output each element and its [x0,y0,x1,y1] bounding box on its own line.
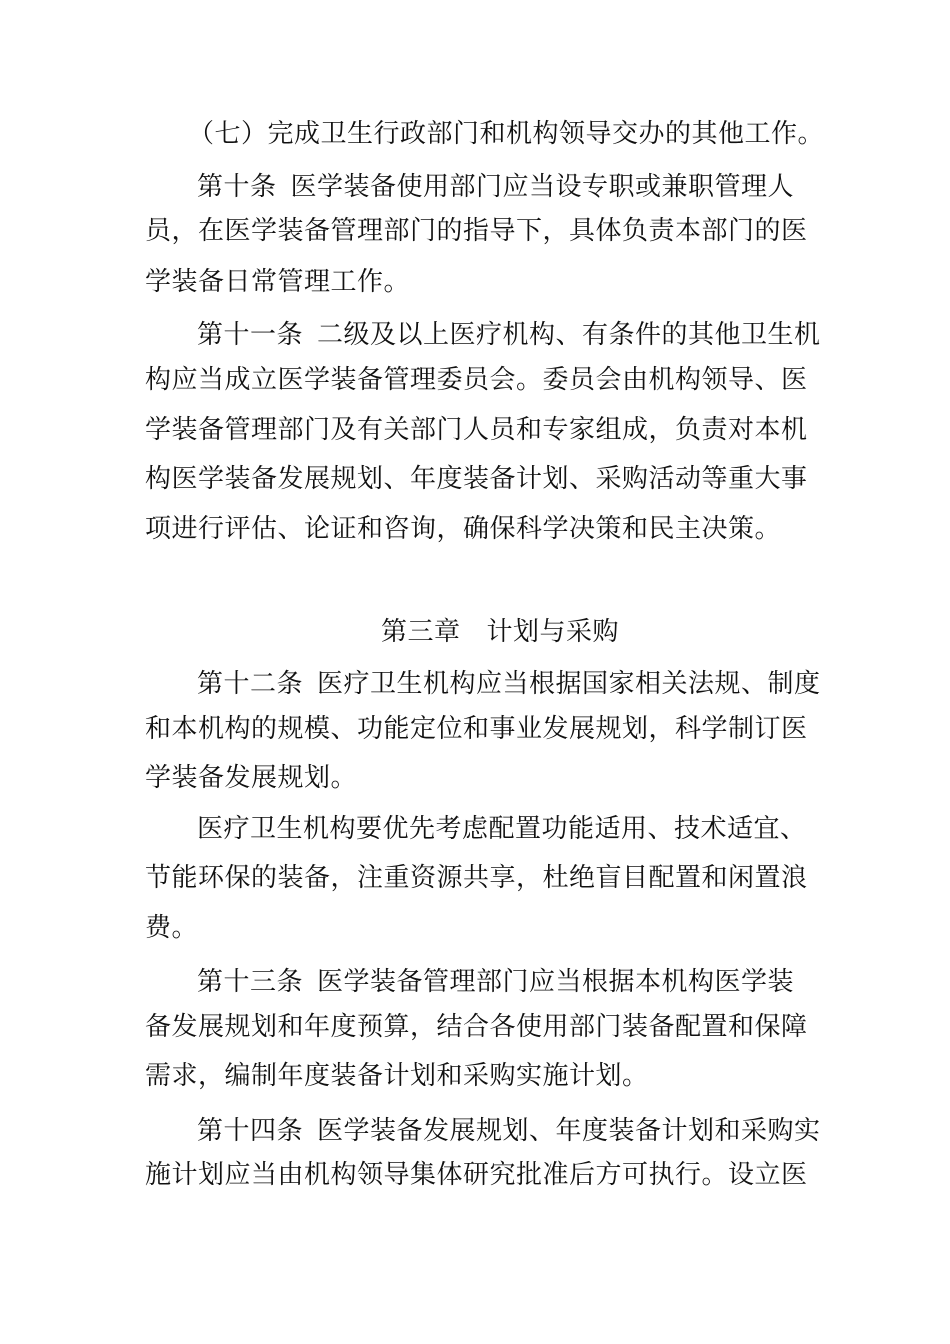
article-12-para2-line-3: 费。 [145,913,199,943]
article-12-line-2: 和本机构的规模、功能定位和事业发展规划，科学制订医 [145,714,808,744]
article-14-text-1: 医学装备发展规划、年度装备计划和采购实 [317,1116,821,1146]
article-12-para2-line-1: 医疗卫生机构要优先考虑配置功能适用、技术适宜、 [197,814,807,844]
article-13-label: 第十三条 [197,967,304,997]
article-11-text-1: 二级及以上医疗机构、有条件的其他卫生机 [317,320,821,350]
article-10-text-1: 医学装备使用部门应当设专职或兼职管理人 [290,172,795,202]
article-10-line-3: 学装备日常管理工作。 [145,267,411,297]
article-11-line-3: 学装备管理部门及有关部门人员和专家组成，负责对本机 [145,415,808,445]
article-11-line-1 [197,318,821,352]
article-11-label: 第十一条 [197,320,304,350]
chapter-heading [381,615,619,649]
article-10-label: 第十条 [197,172,277,202]
article-11-line-2: 构应当成立医学装备管理委员会。委员会由机构领导、医 [145,365,808,395]
article-11-line-4: 构医学装备发展规划、年度装备计划、采购活动等重大事 [145,464,808,494]
article-12-line-1 [197,667,821,701]
article-14-label: 第十四条 [197,1116,304,1146]
article-14-line-1 [197,1114,821,1148]
article-11-line-5: 项进行评估、论证和咨询，确保科学决策和民主决策。 [145,514,782,544]
article-10-line-1 [197,170,794,204]
chapter-number: 第三章 [381,617,461,647]
article-12-line-3: 学装备发展规划。 [145,763,358,793]
article-13-text-1: 医学装备管理部门应当根据本机构医学装 [317,967,795,997]
article-12-text-1: 医疗卫生机构应当根据国家相关法规、制度 [317,669,821,699]
article-10-line-2: 员，在医学装备管理部门的指导下，具体负责本部门的医 [145,216,808,246]
article-13-line-2: 备发展规划和年度预算，结合各使用部门装备配置和保障 [145,1012,808,1042]
article-14-line-2: 施计划应当由机构领导集体研究批准后方可执行。设立医 [145,1160,808,1190]
chapter-title: 计划与采购 [486,617,620,647]
article-13-line-1 [197,965,794,999]
article-13-line-3: 需求，编制年度装备计划和采购实施计划。 [145,1061,649,1091]
article-12-para2-line-2: 节能环保的装备，注重资源共享，杜绝盲目配置和闲置浪 [145,863,808,893]
article-12-label: 第十二条 [197,669,304,699]
item-7-line: （七）完成卫生行政部门和机构领导交办的其他工作。 [188,119,825,149]
